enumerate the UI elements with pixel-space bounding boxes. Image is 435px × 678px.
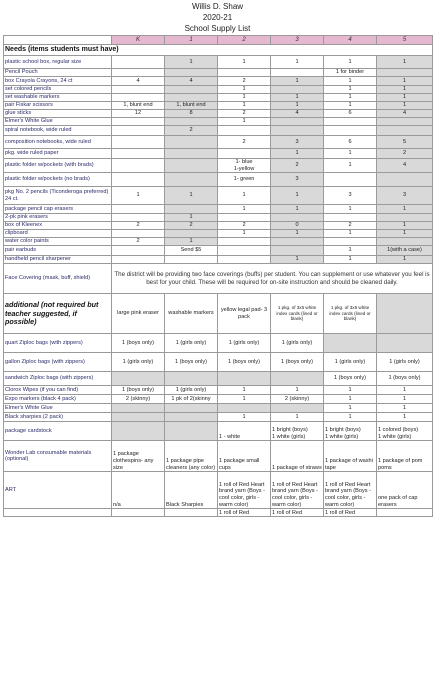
quantity-cell: [165, 372, 218, 386]
quantity-cell: 1 (boys only): [218, 353, 271, 372]
grade-header-4: 4: [324, 36, 377, 45]
quantity-cell: [271, 372, 324, 386]
quantity-cell: 1: [324, 205, 377, 214]
quantity-cell: 1: [271, 230, 324, 238]
item-label: plastic folder w/pockets (no brads): [4, 173, 112, 187]
quantity-cell: 1: [377, 102, 433, 110]
quantity-cell: [165, 404, 218, 413]
quantity-cell: [112, 86, 165, 94]
corner-cell: [4, 36, 112, 45]
quantity-cell: 1: [324, 149, 377, 159]
quantity-cell: [112, 118, 165, 126]
quantity-cell: 1: [218, 395, 271, 404]
quantity-cell: 1: [324, 102, 377, 110]
quantity-cell: [218, 238, 271, 246]
quantity-cell: 2: [165, 126, 218, 136]
quantity-cell: 1: [377, 86, 433, 94]
item-label: ART: [4, 472, 112, 509]
item-label: quart Ziploc bags (with zippers): [4, 334, 112, 353]
quantity-cell: 1: [218, 102, 271, 110]
item-label: plastic school box, regular size: [4, 56, 112, 69]
quantity-cell: 1: [271, 56, 324, 69]
quantity-cell: [377, 69, 433, 77]
item-label: pkg. wide ruled paper: [4, 149, 112, 159]
quantity-cell: 1: [271, 94, 324, 102]
quantity-cell: [218, 126, 271, 136]
table-row: [4, 110, 433, 118]
suggested-item-cell: [377, 294, 433, 334]
quantity-cell: 1 (boys only): [112, 386, 165, 395]
item-label: Elmer's White Glue: [4, 404, 112, 413]
quantity-cell: 1: [377, 413, 433, 422]
quantity-cell: [165, 230, 218, 238]
quantity-cell: 1: [218, 413, 271, 422]
quantity-cell: [112, 246, 165, 256]
quantity-cell: [112, 173, 165, 187]
quantity-cell: [165, 118, 218, 126]
item-label: package pencil cap erasers: [4, 205, 112, 214]
table-row: [4, 187, 433, 205]
quantity-cell: [165, 173, 218, 187]
table-row: [4, 441, 433, 472]
additional-section-header: additional (not required but teacher suggested, if possible): [4, 294, 112, 334]
quantity-cell: [218, 256, 271, 264]
supply-table: [3, 35, 433, 517]
item-label: Wonder Lab consumable materials (optional): [4, 441, 112, 472]
quantity-cell: 1: [218, 86, 271, 94]
quantity-cell: 1: [377, 56, 433, 69]
quantity-cell: 1 roll of Red: [324, 509, 377, 517]
quantity-cell: 1: [324, 413, 377, 422]
item-label: plastic folder w/pockets (with brads): [4, 159, 112, 173]
school-name: Willis D. Shaw: [191, 2, 244, 11]
table-row: [4, 264, 433, 294]
item-label: clipboard: [4, 230, 112, 238]
quantity-cell: 1 pk of 2(skinny: [165, 395, 218, 404]
item-label: handheld pencil sharpener: [4, 256, 112, 264]
quantity-cell: 1, blunt end: [165, 102, 218, 110]
quantity-cell: [112, 413, 165, 422]
quantity-cell: [271, 86, 324, 94]
quantity-cell: 1: [218, 56, 271, 69]
quantity-cell: [112, 126, 165, 136]
quantity-cell: 1: [377, 395, 433, 404]
quantity-cell: 1: [377, 230, 433, 238]
quantity-cell: 3: [324, 187, 377, 205]
table-row: [4, 36, 433, 45]
quantity-cell: 1: [271, 205, 324, 214]
quantity-cell: 1 roll of Red: [271, 509, 324, 517]
quantity-cell: 1 for binder: [324, 69, 377, 77]
quantity-cell: [271, 246, 324, 256]
quantity-cell: [271, 126, 324, 136]
quantity-cell: 12: [112, 110, 165, 118]
quantity-cell: [165, 205, 218, 214]
table-row: [4, 422, 433, 441]
list-title: School Supply List: [184, 24, 251, 33]
quantity-cell: 1: [377, 256, 433, 264]
quantity-cell: 1 package small cups: [218, 441, 271, 472]
quantity-cell: 1 (girls only): [165, 334, 218, 353]
quantity-cell: 2: [218, 110, 271, 118]
item-label: box Crayola Crayons, 24 ct: [4, 77, 112, 86]
item-label: Expo markers (black 4 pack): [4, 395, 112, 404]
quantity-cell: n/a: [112, 472, 165, 509]
quantity-cell: 1 roll of Red Heart brand yarn (Boys - cool color, girls - warm color): [218, 472, 271, 509]
quantity-cell: [271, 214, 324, 222]
quantity-cell: 1: [112, 187, 165, 205]
table-row: [4, 509, 433, 517]
quantity-cell: [324, 238, 377, 246]
table-row: [4, 94, 433, 102]
table-row: [4, 230, 433, 238]
quantity-cell: 1 bright (boys) 1 white (girls): [324, 422, 377, 441]
quantity-cell: [271, 69, 324, 77]
quantity-cell: [165, 159, 218, 173]
quantity-cell: 1: [377, 404, 433, 413]
quantity-cell: 3: [377, 187, 433, 205]
quantity-cell: [377, 509, 433, 517]
face-covering-note: The district will be providing two face coverings (buffs) per student. You can supplement or use whatever you feel is best for your child. These will be required for on-site instruction and should be cleaned daily.: [112, 264, 433, 294]
grade-header-2: 2: [218, 36, 271, 45]
quantity-cell: [112, 422, 165, 441]
quantity-cell: 2: [112, 238, 165, 246]
item-label: spiral notebook, wide ruled: [4, 126, 112, 136]
suggested-item-cell: 1 pkg. of 3x5 white index cards (lined or blank): [324, 294, 377, 334]
quantity-cell: 1: [324, 94, 377, 102]
item-label: pair Fiskar scissors: [4, 102, 112, 110]
quantity-cell: 3: [271, 136, 324, 149]
quantity-cell: 1 (girls only): [324, 353, 377, 372]
quantity-cell: 1(with a case): [377, 246, 433, 256]
quantity-cell: 1: [218, 94, 271, 102]
quantity-cell: 6: [324, 136, 377, 149]
quantity-cell: 1 (girls only): [377, 353, 433, 372]
quantity-cell: 2: [324, 222, 377, 230]
quantity-cell: [218, 246, 271, 256]
quantity-cell: [218, 372, 271, 386]
table-row: [4, 205, 433, 214]
quantity-cell: Black Sharpies: [165, 472, 218, 509]
quantity-cell: 2 (skinny): [271, 395, 324, 404]
item-label: Clorox Wipes (if you can find): [4, 386, 112, 395]
table-row: [4, 404, 433, 413]
table-row: [4, 214, 433, 222]
table-row: [4, 222, 433, 230]
quantity-cell: 1 bright (boys) 1 white (girls): [271, 422, 324, 441]
quantity-cell: [324, 173, 377, 187]
quantity-cell: 1 (boys only): [324, 372, 377, 386]
quantity-cell: [377, 173, 433, 187]
quantity-cell: 1: [324, 56, 377, 69]
quantity-cell: 1: [165, 56, 218, 69]
quantity-cell: [112, 159, 165, 173]
quantity-cell: [165, 69, 218, 77]
item-label: pair earbuds: [4, 246, 112, 256]
quantity-cell: [165, 149, 218, 159]
item-label: pkg No. 2 pencils (Ticonderoga preferred) 24 ct.: [4, 187, 112, 205]
quantity-cell: 2: [112, 222, 165, 230]
quantity-cell: [377, 238, 433, 246]
school-year: 2020-21: [202, 13, 233, 22]
table-row: [4, 353, 433, 372]
quantity-cell: 1 (girls only): [218, 334, 271, 353]
quantity-cell: 1: [218, 118, 271, 126]
quantity-cell: [324, 214, 377, 222]
quantity-cell: 1 (boys only): [271, 353, 324, 372]
quantity-cell: 2: [218, 136, 271, 149]
quantity-cell: [271, 238, 324, 246]
quantity-cell: 4: [377, 110, 433, 118]
quantity-cell: 1- blue 1-yellow: [218, 159, 271, 173]
quantity-cell: 2: [271, 159, 324, 173]
quantity-cell: 1, blunt end: [112, 102, 165, 110]
quantity-cell: 1 colored (boys) 1 white (girls): [377, 422, 433, 441]
quantity-cell: 1: [271, 386, 324, 395]
needs-section-header: Needs (items students must have): [4, 45, 433, 56]
table-row: [4, 126, 433, 136]
quantity-cell: 1: [324, 230, 377, 238]
grade-header-k: K: [112, 36, 165, 45]
quantity-cell: 3: [271, 173, 324, 187]
quantity-cell: [112, 256, 165, 264]
quantity-cell: 4: [271, 110, 324, 118]
item-label: sandwich Ziploc bags (with zippers): [4, 372, 112, 386]
table-row: [4, 246, 433, 256]
quantity-cell: [112, 136, 165, 149]
item-label: glue sticks: [4, 110, 112, 118]
quantity-cell: 1: [377, 94, 433, 102]
quantity-cell: [112, 94, 165, 102]
quantity-cell: [218, 69, 271, 77]
face-covering-label: Face Covering (mask, buff, shield): [4, 264, 112, 294]
quantity-cell: [377, 118, 433, 126]
table-row: [4, 395, 433, 404]
quantity-cell: 1: [271, 187, 324, 205]
grade-header-3: 3: [271, 36, 324, 45]
item-label: 2-pk pink erasers: [4, 214, 112, 222]
quantity-cell: 1: [218, 205, 271, 214]
quantity-cell: [112, 509, 165, 517]
quantity-cell: 1: [324, 386, 377, 395]
quantity-cell: 1 package of washi tape: [324, 441, 377, 472]
table-row: [4, 472, 433, 509]
table-row: [4, 45, 433, 56]
item-label: water color paints: [4, 238, 112, 246]
quantity-cell: 1: [324, 159, 377, 173]
suggested-item-cell: yellow legal pad- 3 pack: [218, 294, 271, 334]
quantity-cell: 2 (skinny): [112, 395, 165, 404]
item-label: Pencil Pouch: [4, 69, 112, 77]
quantity-cell: 1: [324, 256, 377, 264]
quantity-cell: 1 (boys only): [112, 334, 165, 353]
item-label: set colored pencils: [4, 86, 112, 94]
item-label: box of Kleenex: [4, 222, 112, 230]
quantity-cell: 8: [165, 110, 218, 118]
grade-header-1: 1: [165, 36, 218, 45]
quantity-cell: [165, 136, 218, 149]
quantity-cell: 1 (boys only): [377, 372, 433, 386]
table-row: [4, 69, 433, 77]
suggested-item-cell: washable markers: [165, 294, 218, 334]
quantity-cell: 1 package pipe cleaners (any color): [165, 441, 218, 472]
quantity-cell: 1: [165, 214, 218, 222]
quantity-cell: [165, 422, 218, 441]
table-row: [4, 159, 433, 173]
table-row: [4, 118, 433, 126]
quantity-cell: 2: [377, 149, 433, 159]
quantity-cell: [165, 509, 218, 517]
quantity-cell: [112, 404, 165, 413]
table-row: [4, 136, 433, 149]
item-label: Black sharpies (2 pack): [4, 413, 112, 422]
quantity-cell: 1: [324, 246, 377, 256]
quantity-cell: 4: [377, 159, 433, 173]
table-row: [4, 102, 433, 110]
quantity-cell: 1: [218, 187, 271, 205]
quantity-cell: 1 roll of Red: [218, 509, 271, 517]
quantity-cell: 1 (girls only): [165, 386, 218, 395]
quantity-cell: [324, 118, 377, 126]
quantity-cell: 1: [324, 404, 377, 413]
table-row: [4, 86, 433, 94]
table-row: [4, 256, 433, 264]
quantity-cell: 2: [218, 222, 271, 230]
quantity-cell: [112, 372, 165, 386]
quantity-cell: 5: [377, 136, 433, 149]
quantity-cell: Send $5: [165, 246, 218, 256]
quantity-cell: [271, 404, 324, 413]
quantity-cell: 2: [165, 222, 218, 230]
quantity-cell: 1: [271, 256, 324, 264]
quantity-cell: 2: [218, 77, 271, 86]
quantity-cell: 1 roll of Red Heart brand yarn (Boys - cool color, girls - warm color): [271, 472, 324, 509]
quantity-cell: 1 package clothespins- any size: [112, 441, 165, 472]
quantity-cell: [218, 214, 271, 222]
quantity-cell: 1 (girls only): [271, 334, 324, 353]
table-row: [4, 173, 433, 187]
item-label: package cardstock: [4, 422, 112, 441]
quantity-cell: 1 package of pom poms: [377, 441, 433, 472]
suggested-item-cell: 1 pkg. of 3x5 white index cards (lined or blank): [271, 294, 324, 334]
quantity-cell: 1: [271, 102, 324, 110]
quantity-cell: 1: [377, 386, 433, 395]
table-row: [4, 372, 433, 386]
quantity-cell: 1 (girls only): [112, 353, 165, 372]
quantity-cell: 1: [324, 86, 377, 94]
quantity-cell: 4: [165, 77, 218, 86]
quantity-cell: [165, 256, 218, 264]
item-label: Elmer's White Glue: [4, 118, 112, 126]
quantity-cell: [112, 56, 165, 69]
suggested-item-cell: large pink eraser: [112, 294, 165, 334]
quantity-cell: [377, 214, 433, 222]
quantity-cell: 1 (boys only): [165, 353, 218, 372]
quantity-cell: [112, 149, 165, 159]
quantity-cell: 1: [324, 395, 377, 404]
quantity-cell: one pack of cap erasers: [377, 472, 433, 509]
quantity-cell: [112, 205, 165, 214]
table-row: [4, 334, 433, 353]
table-row: [4, 149, 433, 159]
quantity-cell: 1: [271, 149, 324, 159]
quantity-cell: [218, 404, 271, 413]
table-row: [4, 386, 433, 395]
quantity-cell: 1: [165, 238, 218, 246]
quantity-cell: [165, 94, 218, 102]
table-row: [4, 56, 433, 69]
item-label: [4, 509, 112, 517]
quantity-cell: [377, 334, 433, 353]
quantity-cell: 1: [377, 222, 433, 230]
quantity-cell: 1 package of straws: [271, 441, 324, 472]
quantity-cell: [112, 230, 165, 238]
quantity-cell: 1: [218, 230, 271, 238]
table-row: [4, 294, 433, 334]
quantity-cell: [218, 149, 271, 159]
quantity-cell: 1 - white: [218, 422, 271, 441]
quantity-cell: [165, 86, 218, 94]
item-label: gallon Ziploc bags (with zippers): [4, 353, 112, 372]
table-row: [4, 77, 433, 86]
table-row: [4, 413, 433, 422]
quantity-cell: 1: [324, 77, 377, 86]
item-label: set washable markers: [4, 94, 112, 102]
quantity-cell: [377, 126, 433, 136]
quantity-cell: [324, 126, 377, 136]
grade-header-5: 5: [377, 36, 433, 45]
quantity-cell: 1: [165, 187, 218, 205]
quantity-cell: [271, 118, 324, 126]
quantity-cell: 1: [218, 386, 271, 395]
quantity-cell: [324, 334, 377, 353]
quantity-cell: 4: [112, 77, 165, 86]
table-row: [4, 238, 433, 246]
quantity-cell: 0: [271, 222, 324, 230]
quantity-cell: 1: [271, 77, 324, 86]
quantity-cell: 1 roll of Red Heart brand yarn (Boys - cool color, girls - warm color): [324, 472, 377, 509]
quantity-cell: 1: [377, 205, 433, 214]
quantity-cell: 1: [271, 413, 324, 422]
quantity-cell: 6: [324, 110, 377, 118]
quantity-cell: [112, 214, 165, 222]
quantity-cell: [165, 413, 218, 422]
quantity-cell: 1: [377, 77, 433, 86]
item-label: composition notebooks, wide ruled: [4, 136, 112, 149]
quantity-cell: [112, 69, 165, 77]
quantity-cell: 1- green: [218, 173, 271, 187]
